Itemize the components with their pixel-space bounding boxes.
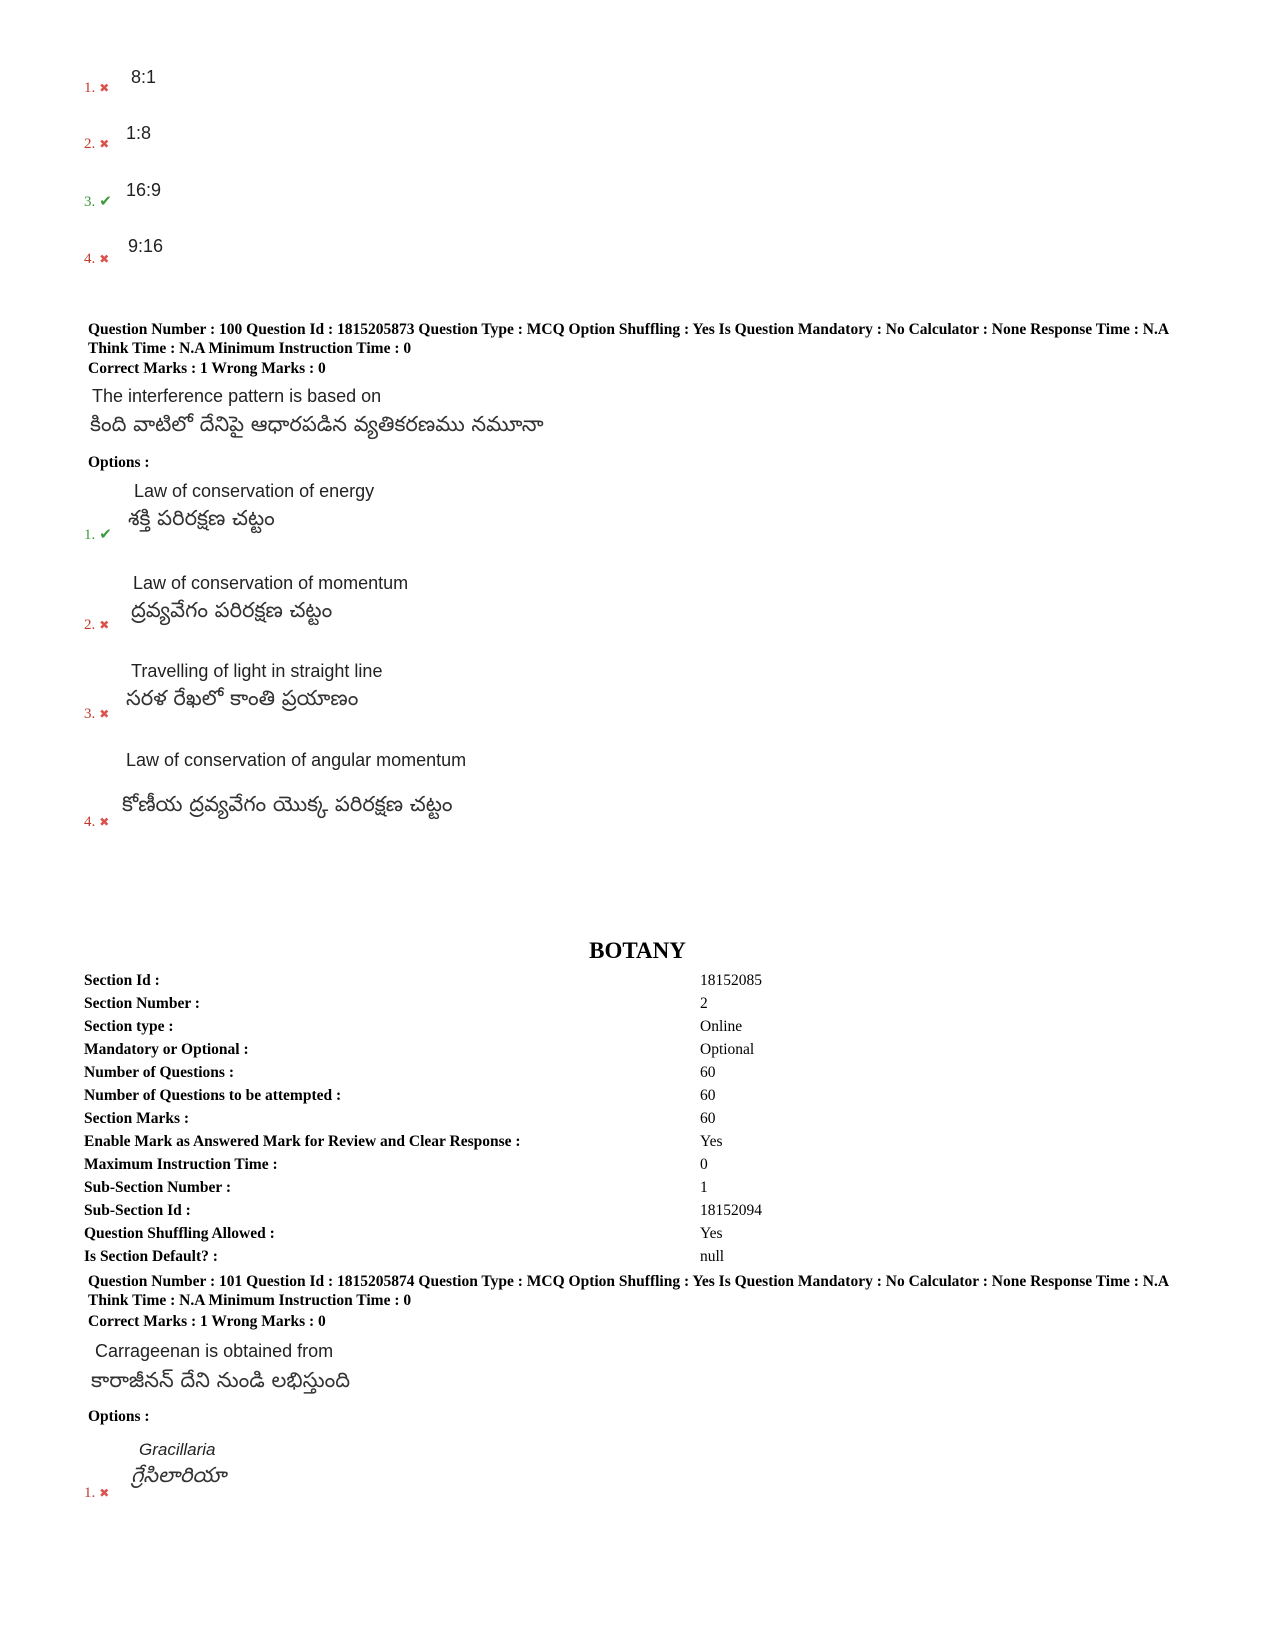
- cross-icon: ✖: [99, 618, 110, 632]
- option-text-te: ద్రవ్యవేగం పరిరక్షణ చట్టం: [131, 598, 333, 622]
- option-text-te: శక్తి పరిరక్షణ చట్టం: [128, 506, 275, 530]
- cross-icon: ✖: [99, 252, 110, 266]
- options-label: Options :: [88, 1408, 150, 1425]
- question-marks: Correct Marks : 1 Wrong Marks : 0: [88, 360, 326, 377]
- question-text-te: కారాజీనన్ దేని నుండి లభిస్తుంది: [91, 1368, 351, 1392]
- row-label: Section type :: [84, 1018, 174, 1035]
- cross-icon: ✖: [99, 815, 110, 829]
- option-text-te: సరళ రేఖలో కాంతి ప్రయాణం: [126, 686, 359, 710]
- row-value: Online: [700, 1018, 743, 1035]
- option-text-te: గ్రేసిలారియా: [131, 1463, 227, 1487]
- table-row: [84, 1064, 1204, 1087]
- table-row: [84, 1110, 1204, 1133]
- table-row: [84, 995, 1204, 1018]
- table-row: [84, 1225, 1204, 1248]
- row-label: Enable Mark as Answered Mark for Review and Clear Response :: [84, 1133, 521, 1150]
- option-number: 2.: [84, 136, 96, 152]
- row-label: Section Id :: [84, 972, 160, 989]
- check-icon: ✔: [99, 192, 112, 210]
- row-label: Question Shuffling Allowed :: [84, 1225, 275, 1242]
- row-label: Section Marks :: [84, 1110, 190, 1127]
- row-value: Yes: [700, 1225, 723, 1242]
- row-value: 60: [700, 1110, 716, 1127]
- row-value: 18152085: [700, 972, 762, 989]
- check-icon: ✔: [99, 525, 112, 543]
- row-label: Number of Questions to be attempted :: [84, 1087, 342, 1104]
- option-number: 1.: [84, 527, 96, 543]
- cross-icon: ✖: [99, 81, 110, 95]
- row-value: 60: [700, 1087, 716, 1104]
- table-row: [84, 1202, 1204, 1225]
- table-row: [84, 1179, 1204, 1202]
- row-value: Optional: [700, 1041, 755, 1058]
- row-label: Sub-Section Number :: [84, 1179, 231, 1196]
- option-number: 1.: [84, 1485, 96, 1501]
- question-text-en: The interference pattern is based on: [92, 386, 382, 406]
- row-label: Section Number :: [84, 995, 200, 1012]
- option-text: 16:9: [126, 180, 162, 200]
- option-number: 4.: [84, 251, 96, 267]
- row-label: Mandatory or Optional :: [84, 1041, 249, 1058]
- row-value: null: [700, 1248, 725, 1265]
- table-row: [84, 1156, 1204, 1179]
- row-value: 0: [700, 1156, 708, 1173]
- table-row: [84, 1018, 1204, 1041]
- section-title: BOTANY: [589, 938, 686, 963]
- option-text: 8:1: [131, 67, 157, 87]
- cross-icon: ✖: [99, 707, 110, 721]
- table-row: [84, 1087, 1204, 1110]
- question-meta: Question Number : 100 Question Id : 1815205873 Question Type : MCQ Option Shuffling : Yes Is Question Mandatory : No Calculator : None Response Time : N.A Think Time : N.A Minimum Instruction Time : 0: [88, 321, 1169, 357]
- table-row: [84, 1133, 1204, 1156]
- option-number: 3.: [84, 194, 96, 210]
- option-text: 1:8: [126, 123, 152, 143]
- option-text-en: Law of conservation of energy: [134, 481, 375, 501]
- question-meta: Question Number : 101 Question Id : 1815205874 Question Type : MCQ Option Shuffling : Yes Is Question Mandatory : No Calculator : None Response Time : N.A Think Time : N.A Minimum Instruction Time : 0: [88, 1273, 1169, 1309]
- row-value: 1: [700, 1179, 708, 1196]
- row-value: 2: [700, 995, 708, 1012]
- table-row: [84, 1248, 1204, 1271]
- option-text: 9:16: [128, 236, 164, 256]
- question-text-te: కింది వాటిలో దేనిపై ఆధారపడిన వ్యతికరణము నమూనా: [90, 412, 544, 436]
- question-marks: Correct Marks : 1 Wrong Marks : 0: [88, 1313, 326, 1330]
- row-label: Number of Questions :: [84, 1064, 234, 1081]
- option-text-en: Travelling of light in straight line: [131, 661, 383, 681]
- option-number: 2.: [84, 617, 96, 633]
- option-text-en: Law of conservation of angular momentum: [126, 750, 467, 770]
- row-label: Is Section Default? :: [84, 1248, 218, 1265]
- option-text-en: Gracillaria: [139, 1440, 216, 1459]
- row-value: 18152094: [700, 1202, 762, 1219]
- option-number: 4.: [84, 814, 96, 830]
- option-number: 1.: [84, 80, 96, 96]
- row-label: Sub-Section Id :: [84, 1202, 191, 1219]
- row-value: 60: [700, 1064, 716, 1081]
- cross-icon: ✖: [99, 137, 110, 151]
- cross-icon: ✖: [99, 1486, 110, 1500]
- row-value: Yes: [700, 1133, 723, 1150]
- table-row: [84, 972, 1204, 995]
- question-text-en: Carrageenan is obtained from: [95, 1341, 334, 1361]
- options-label: Options :: [88, 454, 150, 471]
- option-text-te: కోణీయ ద్రవ్యవేగం యొక్క పరిరక్షణ చట్టం: [122, 792, 453, 816]
- table-row: [84, 1041, 1204, 1064]
- row-label: Maximum Instruction Time :: [84, 1156, 278, 1173]
- section-info-table: [84, 972, 1204, 1271]
- option-number: 3.: [84, 706, 96, 722]
- option-text-en: Law of conservation of momentum: [133, 573, 409, 593]
